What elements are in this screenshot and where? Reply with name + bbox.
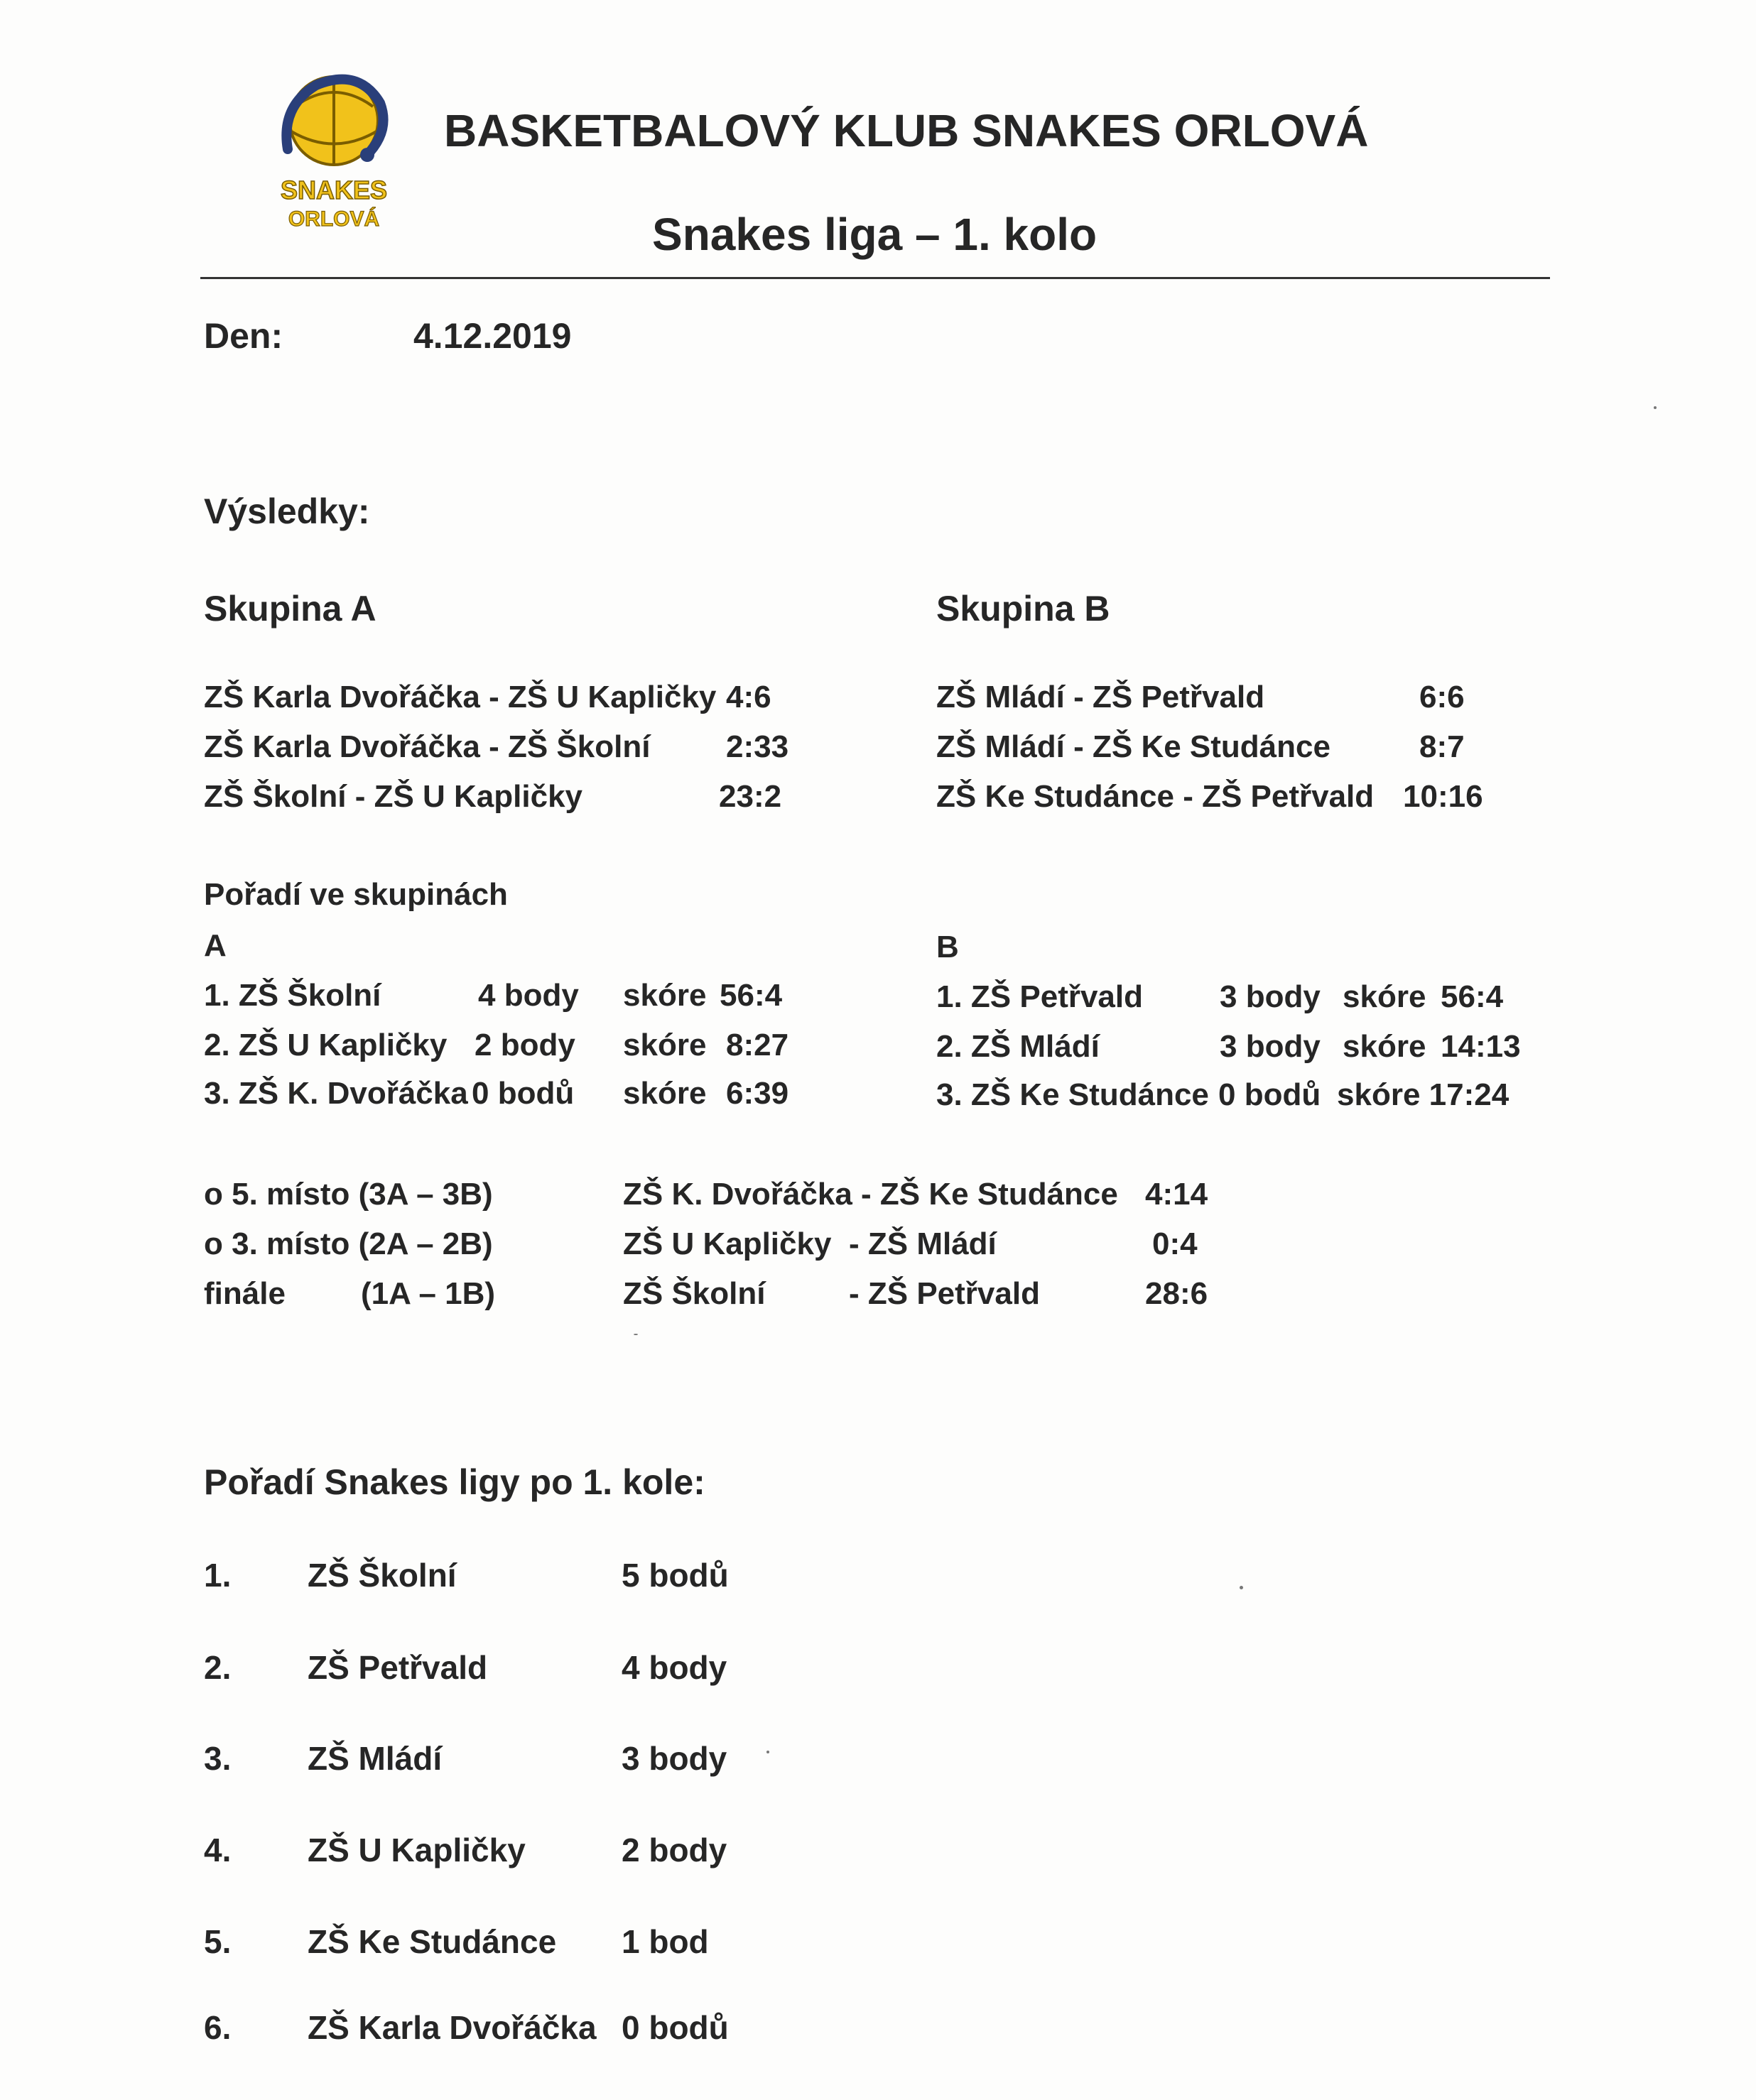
league-team: ZŠ Školní bbox=[308, 1557, 457, 1594]
scan-speck bbox=[1240, 1586, 1243, 1589]
placement-label-suffix: (1A – 1B) bbox=[361, 1276, 496, 1311]
placement-score: 4:14 bbox=[1145, 1177, 1208, 1212]
placement-score: 0:4 bbox=[1152, 1226, 1198, 1261]
league-points: 2 body bbox=[622, 1832, 727, 1868]
placement-score: 28:6 bbox=[1145, 1276, 1208, 1311]
match-score: 2:33 bbox=[726, 729, 789, 764]
standing-score-label: skóre bbox=[623, 1076, 707, 1111]
standing-points: 3 body bbox=[1220, 979, 1321, 1014]
standing-points: 4 body bbox=[478, 978, 579, 1013]
standing-score-label: skóre 17:24 bbox=[1337, 1077, 1510, 1112]
scan-speck bbox=[634, 1334, 638, 1335]
standing-score: 6:39 bbox=[726, 1076, 789, 1111]
match-score: 8:7 bbox=[1419, 729, 1465, 764]
league-points: 4 body bbox=[622, 1649, 727, 1686]
placement-home: ZŠ Školní bbox=[623, 1276, 766, 1311]
group-b-title: Skupina B bbox=[936, 589, 1110, 629]
standing-score-label: skóre bbox=[1343, 979, 1426, 1014]
logo-text-snakes: SNAKES bbox=[280, 175, 388, 205]
match-teams: ZŠ Mládí - ZŠ Ke Studánce bbox=[936, 729, 1330, 764]
standing-team: 3. ZŠ K. Dvořáčka bbox=[204, 1076, 468, 1111]
league-team: ZŠ Petřvald bbox=[308, 1649, 488, 1686]
standing-score-label: skóre bbox=[623, 1028, 707, 1062]
league-points: 5 bodů bbox=[622, 1557, 729, 1594]
league-rank: 2. bbox=[204, 1649, 232, 1686]
league-rank: 5. bbox=[204, 1923, 232, 1960]
match-teams: ZŠ Mládí - ZŠ Petřvald bbox=[936, 680, 1265, 714]
page-subtitle: Snakes liga – 1. kolo bbox=[652, 209, 1098, 260]
club-title: BASKETBALOVÝ KLUB SNAKES ORLOVÁ bbox=[444, 105, 1369, 156]
placement-teams: ZŠ K. Dvořáčka - ZŠ Ke Studánce bbox=[623, 1177, 1118, 1212]
placement-away: - ZŠ Mládí bbox=[849, 1226, 997, 1261]
league-rank: 6. bbox=[204, 2009, 232, 2046]
standing-team: 1. ZŠ Petřvald bbox=[936, 979, 1144, 1014]
match-teams: ZŠ Karla Dvořáčka - ZŠ Školní bbox=[204, 729, 651, 764]
match-score: 6:6 bbox=[1419, 680, 1465, 714]
league-points: 0 bodů bbox=[622, 2009, 729, 2046]
league-team: ZŠ Ke Studánce bbox=[308, 1923, 557, 1960]
standing-points: 2 body bbox=[475, 1028, 575, 1062]
standing-score: 56:4 bbox=[720, 978, 783, 1013]
match-teams: ZŠ Ke Studánce - ZŠ Petřvald bbox=[936, 779, 1375, 814]
standing-points: 0 bodů bbox=[472, 1076, 575, 1111]
placement-label: finále bbox=[204, 1276, 286, 1311]
placement-home: ZŠ U Kapličky bbox=[623, 1226, 832, 1261]
club-logo bbox=[273, 64, 394, 234]
standing-team: 3. ZŠ Ke Studánce bbox=[936, 1077, 1209, 1112]
scan-speck bbox=[766, 1751, 769, 1753]
league-rank: 3. bbox=[204, 1740, 232, 1777]
header-divider bbox=[200, 277, 1550, 279]
standings-a-label: A bbox=[204, 928, 227, 963]
standing-score-label: skóre bbox=[623, 978, 707, 1013]
placement-label: o 3. místo (2A – 2B) bbox=[204, 1226, 493, 1261]
standing-score: 56:4 bbox=[1441, 979, 1504, 1014]
match-teams: ZŠ Školní - ZŠ U Kapličky bbox=[204, 779, 583, 814]
league-points: 3 body bbox=[622, 1740, 727, 1777]
league-team: ZŠ Karla Dvořáčka bbox=[308, 2009, 597, 2046]
placement-away: - ZŠ Petřvald bbox=[849, 1276, 1040, 1311]
league-title: Pořadí Snakes ligy po 1. kole: bbox=[204, 1462, 705, 1502]
placement-label: o 5. místo (3A – 3B) bbox=[204, 1177, 493, 1212]
standing-points: 0 bodů bbox=[1218, 1077, 1321, 1112]
standings-b-label: B bbox=[936, 930, 959, 964]
match-score: 23:2 bbox=[719, 779, 782, 814]
standing-team: 2. ZŠ Mládí bbox=[936, 1029, 1100, 1064]
league-rank: 4. bbox=[204, 1832, 232, 1868]
league-points: 1 bod bbox=[622, 1923, 709, 1960]
group-a-title: Skupina A bbox=[204, 589, 376, 629]
standing-team: 1. ZŠ Školní bbox=[204, 978, 381, 1013]
logo-text-orlova: ORLOVÁ bbox=[288, 207, 380, 231]
scan-speck bbox=[1654, 406, 1657, 409]
match-score: 4:6 bbox=[726, 680, 771, 714]
league-team: ZŠ U Kapličky bbox=[308, 1832, 526, 1868]
snake-basketball-icon bbox=[273, 64, 394, 234]
date-label: Den: bbox=[204, 316, 283, 356]
results-title: Výsledky: bbox=[204, 491, 370, 531]
standing-team: 2. ZŠ U Kapličky bbox=[204, 1028, 448, 1062]
standing-score-label: skóre bbox=[1343, 1029, 1426, 1064]
date-value: 4.12.2019 bbox=[413, 316, 572, 356]
standing-points: 3 body bbox=[1220, 1029, 1321, 1064]
league-rank: 1. bbox=[204, 1557, 232, 1594]
standing-score: 8:27 bbox=[726, 1028, 789, 1062]
match-score: 10:16 bbox=[1403, 779, 1483, 814]
match-teams: ZŠ Karla Dvořáčka - ZŠ U Kapličky bbox=[204, 680, 717, 714]
standing-score: 14:13 bbox=[1441, 1029, 1521, 1064]
league-team: ZŠ Mládí bbox=[308, 1740, 443, 1777]
standings-title: Pořadí ve skupinách bbox=[204, 877, 508, 912]
